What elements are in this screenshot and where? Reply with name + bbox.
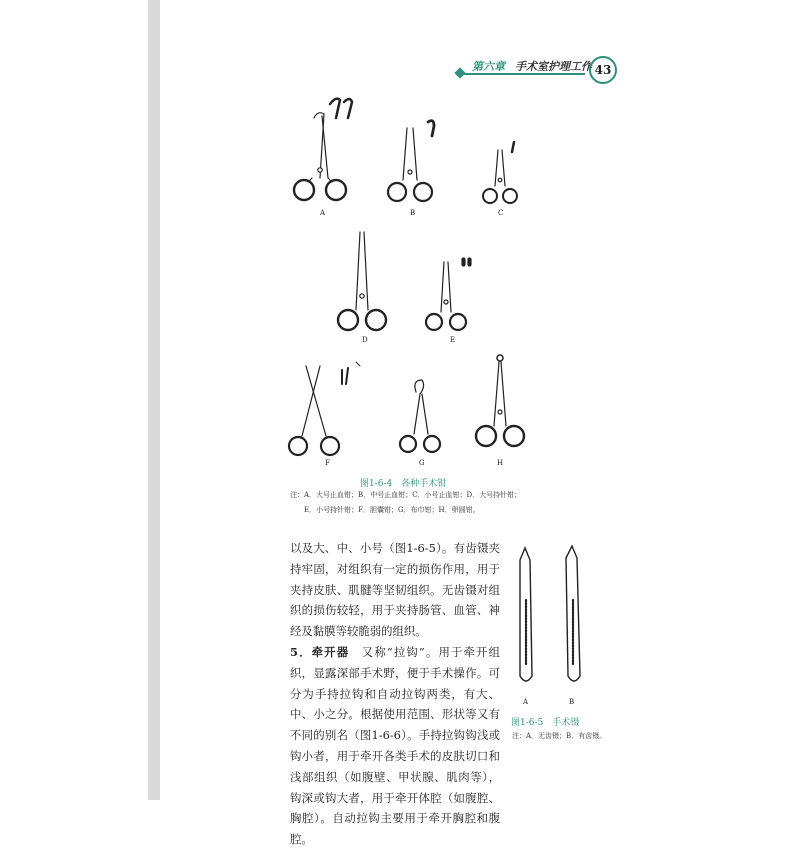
toothed-tweezers-illustration — [566, 546, 580, 681]
figure-label-d: D — [362, 336, 368, 344]
figure-label-tweezers-a: A — [523, 698, 529, 706]
hemostat-b-tip-detail — [428, 121, 434, 136]
paragraph-retractor — [290, 642, 500, 850]
figure-1-6-4-note-line2: E．小号持针钳；F．胆囊钳；G．布巾钳；H．卵圆钳。 — [304, 506, 480, 514]
header-title: 手术室护理工作 — [515, 60, 592, 73]
gallbladder-forceps-illustration — [289, 366, 339, 455]
figure-label-h: H — [497, 459, 504, 467]
retractor-heading: 5．牵开器 — [290, 644, 350, 659]
needle-holder-tip-detail — [468, 258, 471, 266]
medium-hemostat-illustration — [388, 128, 432, 201]
figure-1-6-5-caption: 图1-6-5 手术镊 — [511, 718, 580, 728]
retractor-text: 又称“拉钩”。用于牵开组织，显露深部手术野，便于手术操作。可分为手持拉钩和自动拉钩两类，有大、中、小之分。根据使用范围、形状等又有不同的别名（图1-6-6）。手持拉钩钩浅或钩小者，用于牵开各类手术的皮肤切口和浅部组织（如腹壁、甲状腺、肌肉等），钩深或钩大者，用于牵开体腔（如腹腔、胸腔）。自动拉钩主要用于牵开胸腔和腹腔。 — [290, 644, 500, 847]
hemostat-a-tip-detail — [344, 99, 352, 118]
small-needle-holder-illustration — [426, 262, 466, 330]
small-hemostat-illustration — [483, 150, 517, 203]
hemostat-a-tip-detail — [330, 99, 340, 118]
page-number: 43 — [589, 56, 617, 84]
figure-1-6-4-note-line1: 注：A．大号止血钳；B．中号止血钳；C．小号止血钳；D．大号持针钳； — [290, 491, 522, 499]
figure-label-c: C — [498, 209, 504, 217]
figure-label-tweezers-b: B — [569, 698, 575, 706]
needle-holder-tip-detail — [462, 258, 465, 266]
forceps-f-tip-detail — [342, 368, 348, 384]
figure-label-f: F — [325, 459, 330, 467]
hemostat-c-tip-detail — [512, 142, 514, 152]
forceps-f-tip-detail — [356, 362, 360, 366]
figure-1-6-5-note: 注：A．无齿镊；B．有齿镊。 — [512, 732, 607, 740]
large-needle-holder-illustration — [338, 232, 386, 330]
towel-clamp-illustration — [400, 380, 440, 452]
header-chapter: 第六章 — [472, 60, 505, 73]
figure-label-a: A — [320, 209, 326, 217]
body-text — [290, 538, 500, 850]
figure-label-e: E — [450, 336, 456, 344]
paragraph-tweezers: 以及大、中、小号（图1-6-5）。有齿镊夹持牢固，对组织有一定的损伤作用，用于夹持皮肤、肌腱等坚韧组织。无齿镊对组织的损伤较轻，用于夹持肠管、血管、神经及黏膜等较脆弱的组织。 — [290, 541, 500, 639]
sponge-forceps-illustration — [476, 355, 524, 446]
figure-label-b: B — [410, 209, 416, 217]
figure-1-6-4-caption: 图1-6-4 各种手术钳 — [360, 479, 447, 489]
figure-label-g: G — [419, 459, 425, 467]
plain-tweezers-illustration — [520, 548, 532, 681]
large-hemostat-illustration — [294, 113, 346, 200]
